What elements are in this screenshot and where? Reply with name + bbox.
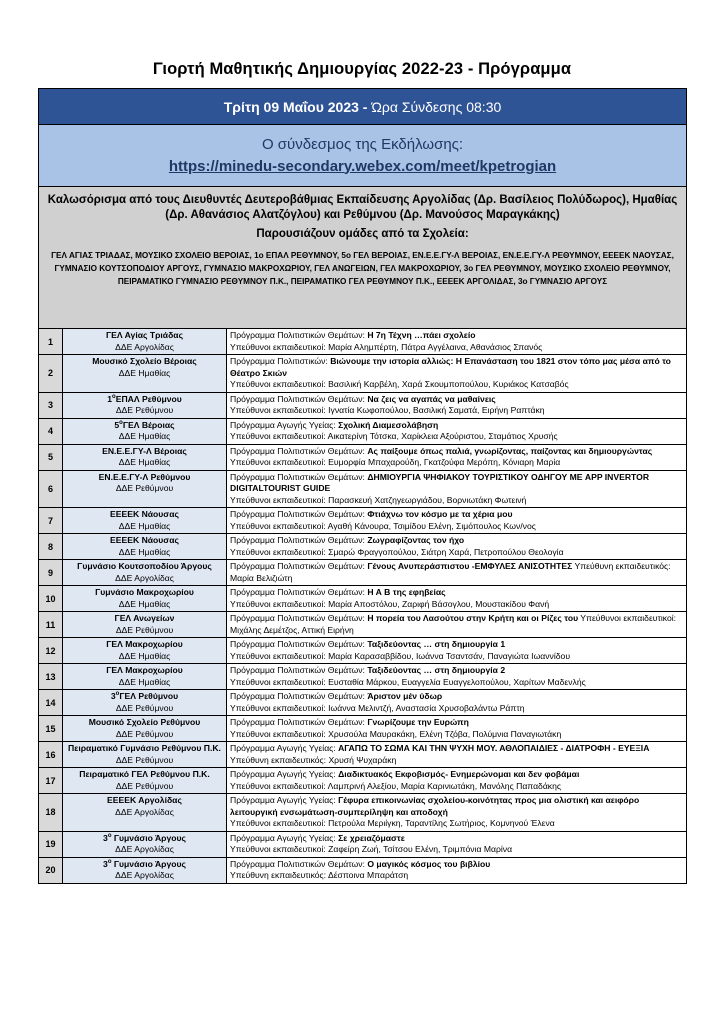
school-directorate: ΔΔΕ Ημαθίας (118, 431, 171, 441)
school-ordinal-suffix: ο (112, 393, 116, 400)
table-row (39, 612, 687, 638)
program-title: Ας παίξουμε όπως παλιά, γνωρίζοντας, παίζοντας και δημιουργώντας (367, 445, 653, 456)
row-number: 14 (39, 690, 63, 716)
program-cell (227, 418, 687, 444)
program-title: Ο μαγικός κόσμος του βιβλίου (367, 858, 491, 869)
school-cell (63, 857, 227, 883)
school-cell (63, 470, 227, 508)
row-number: 1 (39, 329, 63, 355)
program-teachers: Υπεύθυνη εκπαιδευτικός: Χρυσή Ψυχαράκη (230, 754, 397, 765)
school-name-text: Πειραματικό ΓΕΛ Ρεθύμνου Π.Κ. (79, 769, 210, 779)
school-name-text: ΕΕΕΕΚ Νάουσας (110, 535, 179, 545)
program-title: Ταξιδεύοντας … στη δημιουργία 1 (367, 639, 506, 649)
school-directorate: ΔΔΕ Ημαθίας (118, 520, 171, 531)
program-type: Πρόγραμμα Πολιτιστικών Θεμάτων: (230, 717, 368, 727)
event-info-header (39, 187, 687, 329)
table-row (39, 638, 687, 664)
school-directorate: ΔΔΕ Αργολίδας (115, 806, 174, 817)
program-type: Πρόγραμμα Αγωγής Υγείας: (230, 743, 339, 753)
event-link-label: Ο σύνδεσμος της Εκδήλωσης: (261, 135, 464, 153)
school-ordinal-suffix: ο (107, 832, 112, 839)
school-name-text: Γυμνάσιο Μακροχωρίου (95, 587, 194, 597)
program-teachers: Υπεύθυνοι εκπαιδευτικοί: Ζαφείρη Ζωή, Τσίτσου Ελένη, Τριμπόνια Μαρίνα (230, 844, 513, 854)
table-row (39, 508, 687, 534)
program-teachers: Υπεύθυνοι εκπαιδευτικοί: Παρασκευή Χατζηγεωργιάδου, Βορνιωτάκη Φωτεινή (230, 494, 527, 505)
school-cell (63, 742, 227, 768)
program-cell (227, 355, 687, 393)
school-name-text: ΓΕΛ Μακροχωρίου (106, 665, 183, 675)
school-directorate: ΔΔΕ Ρεθύμνου (115, 624, 174, 635)
row-number: 10 (39, 586, 63, 612)
row-number: 9 (39, 560, 63, 586)
program-cell (227, 612, 687, 638)
row-number: 11 (39, 612, 63, 638)
program-type: Πρόγραμμα Πολιτιστικών Θεμάτων: (230, 639, 368, 649)
school-directorate: ΔΔΕ Ημαθίας (118, 367, 171, 378)
welcome-text: Καλωσόρισμα από τους Διευθυντές Δευτεροβάθμιας Εκπαίδευσης Αργολίδας (Δρ. Βασίλειος Πολύδωρος), Ημαθίας (Δρ. Αθανάσιος Αλατζόγλου) και Ρεθύμνου (Δρ. Μανούσος Μαραγκάκης) (47, 194, 678, 221)
school-directorate: ΔΔΕ Αργολίδας (115, 870, 174, 880)
school-name-text: ΓΕΛ Αγίας Τριάδας (105, 330, 184, 340)
school-directorate: ΔΔΕ Αργολίδας (115, 341, 174, 352)
school-name (65, 613, 224, 625)
program-type: Πρόγραμμα Πολιτιστικών: (230, 356, 331, 366)
program-cell (227, 329, 687, 355)
program-cell (227, 794, 687, 832)
school-ordinal: 1 (107, 393, 113, 404)
program-cell (227, 586, 687, 612)
program-cell (227, 716, 687, 742)
row-number: 8 (39, 534, 63, 560)
program-type: Πρόγραμμα Πολιτιστικών Θεμάτων: (230, 613, 368, 623)
presenting-schools-list: ΓΕΛ ΑΓΙΑΣ ΤΡΙΑΔΑΣ, ΜΟΥΣΙΚΟ ΣΧΟΛΕΙΟ ΒΕΡΟΙΑΣ, 1ο ΕΠΑΛ ΡΕΘΥΜΝΟΥ, 5ο ΓΕΛ ΒΕΡΟΙΑΣ, ΕΝ.Ε.Ε.ΓΥ-Λ ΒΕΡΟΙΑΣ, ΕΝ.Ε.Ε.ΓΥ-Λ ΡΕΘΥΜΝΟΥ, ΕΕΕΕΚ ΝΑΟΥΣΑΣ, ΓΥΜΝΑΣΙΟ ΚΟΥΤΣΟΠΟΔΙΟΥ ΑΡΓΟΥΣ, ΓΥΜΝΑΣΙΟ ΜΑΚΡΟΧΩΡΙΟΥ, ΓΕΛ ΑΝΩΓΕΙΩΝ, ΓΕΛ ΜΑΚΡΟΧΩΡΙΟΥ, 3ο ΓΕΛ ΡΕΘΥΜΝΟΥ, ΜΟΥΣΙΚΟ ΣΧΟΛΕΙΟ ΡΕΘΥΜΝΟΥ, ΠΕΙΡΑΜΑΤΙΚΟ ΓΥΜΝΑΣΙΟ ΡΕΘΥΜΝΟΥ Π.Κ., ΠΕΙΡΑΜΑΤΙΚΟ ΓΕΛ ΡΕΘΥΜΝΟΥ Π.Κ., ΕΕΕΕΚ ΑΡΓΟΛΙΔΑΣ, 3ο ΓΥΜΝΑΣΙΟ ΑΡΓΟΥΣ (51, 251, 674, 286)
school-ordinal-suffix: ο (115, 691, 120, 698)
school-name-text: ΕΠΑΛ Ρεθύμνου (115, 393, 182, 404)
school-cell (63, 612, 227, 638)
school-cell (63, 586, 227, 612)
school-name-text: ΓΕΛ Ανωγείων (114, 613, 175, 623)
school-name-text: ΓΕΛ Μακροχωρίου (106, 639, 183, 649)
program-type: Πρόγραμμα Αγωγής Υγείας: (230, 795, 339, 805)
school-cell (63, 794, 227, 832)
program-cell (227, 638, 687, 664)
presenting-schools-label: Παρουσιάζουν ομάδες από τα Σχολεία: (256, 228, 469, 240)
program-title: Να ζεις να αγαπάς να μαθαίνεις (367, 393, 496, 404)
event-date: Τρίτη 09 Μαΐου 2023 - (223, 98, 368, 115)
program-cell (227, 831, 687, 857)
program-type: Πρόγραμμα Πολιτιστικών Θεμάτων: (230, 509, 368, 519)
school-name (65, 472, 224, 484)
event-link-header (39, 125, 687, 187)
school-name (65, 509, 224, 521)
program-title: Σχολική Διαμεσολάβηση (338, 419, 439, 430)
table-row (39, 560, 687, 586)
table-row (39, 768, 687, 794)
program-title: Σε χρειαζόμαστε (338, 832, 405, 843)
program-type: Πρόγραμμα Πολιτιστικών Θεμάτων: (230, 330, 368, 340)
school-name-text: ΓΕΛ Βέροιας (122, 419, 175, 430)
table-row (39, 664, 687, 690)
program-teachers: Υπεύθυνοι εκπαιδευτικοί: Αγαθή Κάνουρα, Τσιμίδου Ελένη, Σιμόπουλος Κων/νος (230, 520, 536, 531)
program-table-wrapper (38, 88, 686, 884)
program-cell (227, 508, 687, 534)
school-cell (63, 716, 227, 742)
table-row (39, 444, 687, 470)
program-title: Γνωρίζουμε την Ευρώπη (367, 717, 469, 727)
row-number: 4 (39, 418, 63, 444)
row-number: 19 (39, 831, 63, 857)
program-teachers: Υπεύθυνοι εκπαιδευτικοί: Μαρία Αποστόλου, Ζαριφή Βάσογλου, Μουστακίδου Φανή (230, 598, 550, 609)
program-cell (227, 470, 687, 508)
program-cell (227, 857, 687, 883)
program-cell (227, 664, 687, 690)
program-teachers: Υπεύθυνοι εκπαιδευτικοί: Ιγνατία Κωφοπούλου, Βασιλική Σαματά, Ειρήνη Ραπτάκη (230, 405, 545, 415)
program-type: Πρόγραμμα Αγωγής Υγείας: (230, 419, 339, 430)
table-row (39, 716, 687, 742)
school-directorate: ΔΔΕ Αργολίδας (115, 572, 174, 583)
program-teachers: Υπεύθυνοι εκπαιδευτικοί: Μαρία Καρασαββίδου, Ιωάννα Τσαντσάν, Παναγιώτα Ιωαννίδου (230, 650, 571, 661)
row-number: 2 (39, 355, 63, 393)
program-type: Πρόγραμμα Πολιτιστικών Θεμάτων: (230, 587, 368, 597)
program-title: Διαδικτυακός Εκφοβισμός- Ενημερώνομαι και δεν φοβάμαι (338, 769, 580, 779)
school-name (65, 769, 224, 781)
school-name (65, 691, 224, 703)
table-row (39, 418, 687, 444)
program-cell (227, 690, 687, 716)
table-row (39, 794, 687, 832)
school-directorate: ΔΔΕ Ρεθύμνου (115, 728, 174, 739)
table-row (39, 470, 687, 508)
school-directorate: ΔΔΕ Ρεθύμνου (115, 702, 174, 713)
school-directorate: ΔΔΕ Ημαθίας (118, 676, 171, 687)
table-row (39, 857, 687, 883)
school-name (65, 446, 224, 458)
school-cell (63, 355, 227, 393)
school-name-text: ΕΝ.Ε.Ε.ΓΥ-Λ Βέροιας (102, 445, 187, 456)
school-name-text: Γυμνάσιο Άργους (111, 832, 186, 843)
school-name-text: Πειραματικό Γυμνάσιο Ρεθύμνου Π.Κ. (68, 743, 221, 753)
school-name (65, 356, 224, 368)
program-teachers: Υπεύθυνοι εκπαιδευτικοί: Χρυσούλα Μαυρακάκη, Ελένη Τζόβα, Πολύμνια Παναγιωτάκη (230, 728, 562, 739)
event-date-header (39, 89, 687, 125)
program-type: Πρόγραμμα Πολιτιστικών Θεμάτων: (230, 858, 368, 869)
program-title: Η Α Β της εφηβείας (367, 587, 446, 597)
row-number: 7 (39, 508, 63, 534)
school-ordinal: 3 (103, 832, 108, 843)
school-name-text: Μουσικό Σχολείο Ρεθύμνου (88, 717, 201, 727)
table-row (39, 831, 687, 857)
program-cell (227, 768, 687, 794)
program-extra: Υπεύθυνοι εκπαιδευτικοί: Μιχάλης Δεμέτζος, Αττική Ειρήνη (230, 613, 677, 635)
school-cell (63, 329, 227, 355)
program-teachers: Υπεύθυνοι εκπαιδευτικοί: Ευμορφία Μπαχαρούδη, Γκατζούφα Μερόπη, Κόνιαρη Μαρία (230, 457, 561, 467)
school-directorate: ΔΔΕ Ρεθύμνου (115, 754, 174, 765)
school-directorate: ΔΔΕ Ρεθύμνου (115, 483, 174, 493)
school-directorate: ΔΔΕ Αργολίδας (115, 844, 174, 854)
program-title: Βιώνουμε την ιστορία αλλιώς: Η Επανάσταση του 1821 στον τόπο μας μέσα από το Θέατρο Σκιών (230, 356, 671, 378)
school-ordinal: 3 (110, 691, 116, 701)
program-title: Άριστον μέν ύδωρ (367, 691, 443, 701)
school-name (65, 665, 224, 677)
program-teachers: Υπεύθυνοι εκπαιδευτικοί: Πετρούλα Μεριίγκη, Ταραντίλης Σωτήριος, Κομνηνού Έλενα (230, 818, 555, 828)
school-name-text: ΓΕΛ Ρεθύμνου (119, 691, 179, 701)
school-name (65, 859, 224, 871)
program-table (38, 88, 687, 884)
row-number: 6 (39, 470, 63, 508)
row-number: 16 (39, 742, 63, 768)
program-type: Πρόγραμμα Αγωγής Υγείας: (230, 769, 339, 779)
school-cell (63, 768, 227, 794)
program-type: Πρόγραμμα Πολιτιστικών Θεμάτων: (230, 393, 368, 404)
school-cell (63, 418, 227, 444)
row-number: 15 (39, 716, 63, 742)
program-teachers: Υπεύθυνοι εκπαιδευτικοί: Βασιλική Καρβέλη, Χαρά Σκουμποπούλου, Κυριάκος Κατσαβός (230, 379, 569, 389)
school-cell (63, 664, 227, 690)
program-cell (227, 742, 687, 768)
connection-time: Ώρα Σύνδεσης 08:30 (367, 98, 502, 115)
school-ordinal-suffix: ο (107, 858, 112, 865)
program-cell (227, 534, 687, 560)
school-name-text: ΕΕΕΕΚ Αργολίδας (107, 795, 182, 805)
program-type: Πρόγραμμα Πολιτιστικών Θεμάτων: (230, 535, 368, 545)
program-type: Πρόγραμμα Πολιτιστικών Θεμάτων: (230, 691, 368, 701)
document-title: Γιορτή Μαθητικής Δημιουργίας 2022-23 - Πρόγραμμα (152, 60, 572, 78)
school-name (65, 587, 224, 599)
program-title: Ταξιδεύοντας … στη δημιουργία 2 (367, 665, 506, 675)
program-type: Πρόγραμμα Αγωγής Υγείας: (230, 832, 339, 843)
school-name-text: ΕΝ.Ε.Ε.ΓΥ-Λ Ρεθύμνου (98, 471, 191, 482)
school-cell (63, 831, 227, 857)
row-number: 13 (39, 664, 63, 690)
table-row (39, 355, 687, 393)
school-name (65, 639, 224, 651)
school-directorate: ΔΔΕ Ημαθίας (118, 546, 171, 557)
program-cell (227, 444, 687, 470)
program-title: Γέφυρα επικοινωνίας σχολείου-κοινότητας προς μια ολιστική και αειφόρο λειτουργική ενσωμάτωση-συμπερίληψη και αποδοχή (230, 795, 640, 817)
row-number: 5 (39, 444, 63, 470)
program-teachers: Υπεύθυνοι εκπαιδευτικοί: Αικατερίνη Τότσκα, Χαρίκλεια Αξούριστου, Σταμάτιος Χρυσής (230, 431, 558, 441)
program-title: Ζωγραφίζοντας τον ήχο (367, 535, 465, 545)
program-type: Πρόγραμμα Πολιτιστικών Θεμάτων: (230, 665, 368, 675)
row-number: 18 (39, 794, 63, 832)
program-teachers: Υπεύθυνοι εκπαιδευτικοί: Μαρία Αλημπέρτη, Πάτρα Αγγέλαινα, Αθανάσιος Σπανός (230, 341, 543, 352)
program-teachers: Υπεύθυνοι εκπαιδευτικοί: Λαμπρινή Αλεξίου, Μαρία Καρινιωτάκη, Μανόλης Παπαδάκης (230, 780, 562, 791)
program-teachers: Υπεύθυνοι εκπαιδευτικοί: Ευσταθία Μάρκου, Ευαγγελία Ευαγγελοπούλου, Χαρίτων Μαδενλής (230, 676, 586, 687)
school-cell (63, 560, 227, 586)
school-cell (63, 508, 227, 534)
row-number: 17 (39, 768, 63, 794)
program-cell (227, 560, 687, 586)
school-directorate: ΔΔΕ Ρεθύμνου (115, 780, 174, 791)
program-title: ΑΓΑΠΩ ΤΟ ΣΩΜΑ ΚΑΙ ΤΗΝ ΨΥΧΗ ΜΟΥ. ΑΘΛΟΠΑΙΔΙΕΣ - ΔΙΑΤΡΟΦΗ - ΕΥΕΞΙΑ (338, 743, 650, 753)
school-cell (63, 690, 227, 716)
school-name-text: Γυμνάσιο Κουτσοποδίου Άργους (77, 561, 212, 571)
program-teachers: Υπεύθυνοι εκπαιδευτικοί: Σμαρώ Φραγγοπούλου, Σιάτρη Χαρά, Πετροπούλου Θεολογία (230, 546, 564, 557)
school-cell (63, 534, 227, 560)
table-row (39, 329, 687, 355)
program-title: Γένους Ανυπεράσπιστου -ΕΜΦΥΛΕΣ ΑΝΙΣΟΤΗΤΕΣ (367, 561, 573, 571)
school-name (65, 717, 224, 729)
program-type: Πρόγραμμα Πολιτιστικών Θεμάτων: (230, 471, 368, 482)
table-row (39, 690, 687, 716)
school-directorate: ΔΔΕ Ημαθίας (118, 457, 171, 467)
school-cell (63, 444, 227, 470)
school-name (65, 420, 224, 432)
school-ordinal: 5 (114, 419, 120, 430)
program-title: Η 7η Τέχνη …πάει σχολείο (367, 330, 476, 340)
school-name (65, 795, 224, 807)
school-name (65, 743, 224, 755)
school-ordinal: 3 (103, 858, 108, 869)
school-name (65, 330, 224, 342)
school-directorate: ΔΔΕ Ρεθύμνου (115, 405, 174, 415)
row-number: 12 (39, 638, 63, 664)
program-teachers: Υπεύθυνη εκπαιδευτικός: Δέσποινα Μπαράτση (230, 870, 409, 880)
school-name-text: ΕΕΕΕΚ Νάουσας (110, 509, 179, 519)
school-name (65, 535, 224, 547)
table-row (39, 586, 687, 612)
program-cell (227, 392, 687, 418)
school-directorate: ΔΔΕ Ημαθίας (118, 598, 171, 609)
table-row (39, 742, 687, 768)
table-row (39, 534, 687, 560)
program-extra: Υπεύθυνη εκπαιδευτικός: Μαρία Βελιζιώτη (230, 561, 671, 583)
program-title: Φτιάχνω τον κόσμο με τα χέρια μου (367, 509, 513, 519)
school-name-text: Γυμνάσιο Άργους (111, 858, 186, 869)
school-name (65, 394, 224, 406)
school-name-text: Μουσικό Σχολείο Βέροιας (92, 356, 197, 366)
program-teachers: Υπεύθυνοι εκπαιδευτικοί: Ιωάννα Μελιντζή, Αναστασία Χρυσοβαλάντω Ράπτη (230, 702, 525, 713)
row-number: 20 (39, 857, 63, 883)
program-title: ΔΗΜΙΟΥΡΓΙΑ ΨΗΦΙΑΚΟΥ ΤΟΥΡΙΣΤΙΚΟΥ ΟΔΗΓΟΥ ΜΕ APP INVERTOR DIGITALTOURIST GUIDE (230, 471, 650, 493)
table-row (39, 392, 687, 418)
school-cell (63, 638, 227, 664)
school-name (65, 561, 224, 573)
event-link-url[interactable]: https://minedu-secondary.webex.com/meet/kpetrogian (168, 157, 557, 175)
school-cell (63, 392, 227, 418)
school-ordinal-suffix: ο (119, 419, 123, 426)
school-directorate: ΔΔΕ Ημαθίας (118, 650, 171, 661)
program-type: Πρόγραμμα Πολιτιστικών Θεμάτων: (230, 561, 368, 571)
program-title: Η πορεία του Λασούτου στην Κρήτη και οι Ρίζες του (367, 613, 579, 623)
row-number: 3 (39, 392, 63, 418)
program-rows (39, 329, 687, 884)
school-name (65, 833, 224, 845)
program-type: Πρόγραμμα Πολιτιστικών Θεμάτων: (230, 445, 368, 456)
